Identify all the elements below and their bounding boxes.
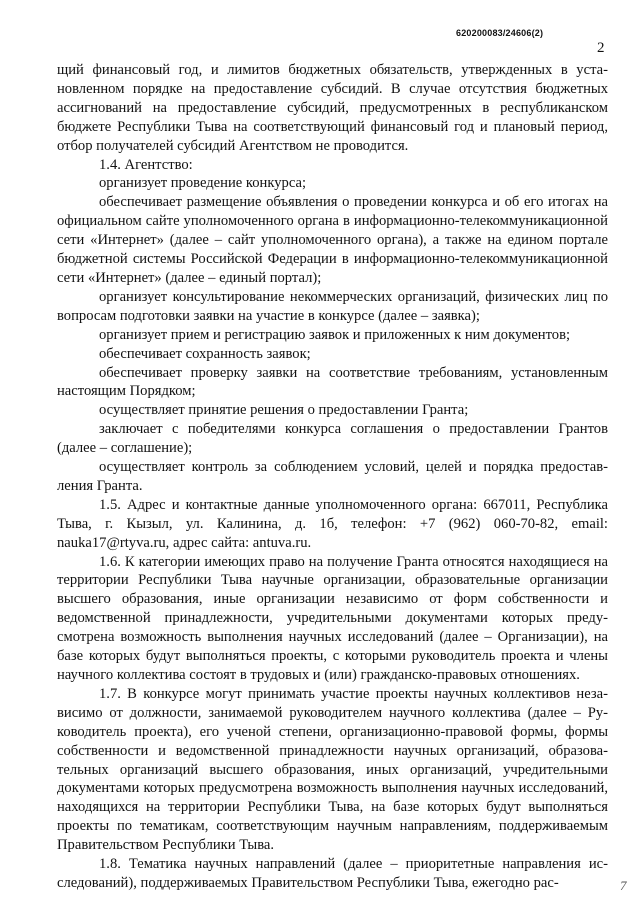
paragraph-agency-duty: обеспечивает сохранность заявок; bbox=[99, 345, 311, 362]
page-number: 2 bbox=[597, 40, 605, 56]
paragraph-1-4-heading: 1.4. Агентство: bbox=[99, 156, 193, 173]
paragraph-agency-duty: осуществляет принятие решения о предоставлении Гранта; bbox=[99, 402, 469, 419]
paragraph-continuation: щий финансовый год, и лимитов бюджетных обязательств, утвержденных в установленном порядке на предоставление субсидий. В случае отсутствия бюджетных ассигнований на предоставление субсидий, предусмотренных в республиканском бюджете Республики Тыва на соответствующий финансовый год и плановый период, отбор получателей субсидий Агентством не проводится. bbox=[57, 62, 608, 154]
paragraph-1-5-contacts: 1.5. Адрес и контактные данные уполномоченного органа: 667011, Республика Тыва, г. Кызыл, ул. Калинина, д. 1б, телефон: +7 (962) 060-70-82, email: nauka17@rtyva.ru, адрес сайта: antuva.ru. bbox=[57, 496, 608, 551]
document-code: 620200083/24606(2) bbox=[456, 28, 544, 38]
paragraph-agency-duty: обеспечивает проверку заявки на соответствие требованиям, установленным настоящим Порядком; bbox=[57, 364, 608, 400]
paragraph-agency-duty: организует консультирование некоммерческих организаций, физических лиц по вопросам подготовки заявки на участие в конкурсе (далее – заявка); bbox=[57, 288, 608, 324]
handwritten-mark: 7 bbox=[620, 878, 627, 893]
paragraph-agency-duty: организует проведение конкурса; bbox=[99, 175, 307, 192]
paragraph-1-8-topics: 1.8. Тематика научных направлений (далее – приоритетные направления исследований), поддерживаемых Правительством Республики Тыва, ежегодно рас- bbox=[57, 856, 608, 891]
paragraph-agency-duty: осуществляет контроль за соблюдением условий, целей и порядка предоставления Гранта. bbox=[57, 459, 608, 494]
paragraph-agency-duty: организует прием и регистрацию заявок и приложенных к ним документов; bbox=[99, 326, 571, 343]
paragraph-agency-duty: обеспечивает размещение объявления о проведении конкурса и об его итогах на официальном сайте уполномоченного органа в информационно-телекоммуникационной сети «Интернет» (далее – сайт уполномоченного органа), а также на едином портале бюджетной системы Российской Федерации в информационно-телекоммуникационной сети «Интернет» (далее – единый портал); bbox=[57, 194, 608, 286]
paragraph-agency-duty: заключает с победителями конкурса соглашения о предоставлении Грантов (далее – соглашение); bbox=[57, 421, 608, 457]
document-body bbox=[57, 61, 608, 893]
paragraph-1-6-eligibility: 1.6. К категории имеющих право на получение Гранта относятся находящиеся на территории Республики Тыва научные организации, образовательные организации высшего образования, иные организации независимо от форм собственности и ведомственной принадлежности, учредительными документами которых предусмотрена возможность выполнения научных исследований (далее – Организации), на базе которых будут выполняться проекты, с которыми руководитель проекта и члены научного коллектива состоят в трудовых и (или) гражданско-правовых отношениях. bbox=[57, 553, 608, 683]
paragraph-1-7-participation: 1.7. В конкурсе могут принимать участие проекты научных коллективов независимо от должности, занимаемой руководителем научного коллектива (далее – Руководитель проекта), его ученой степени, организационно-правовой формы, формы собственности и ведомственной принадлежности научных организаций, образовательных организаций высшего образования, иных организаций, учредительными документами которых предусмотрена возможность выполнения научных исследований, находящихся на территории Республики Тыва, на базе которых будут выполняться проекты по тематикам, соответствующим научным направлениям, поддерживаемым Правительством Республики Тыва. bbox=[57, 685, 608, 854]
